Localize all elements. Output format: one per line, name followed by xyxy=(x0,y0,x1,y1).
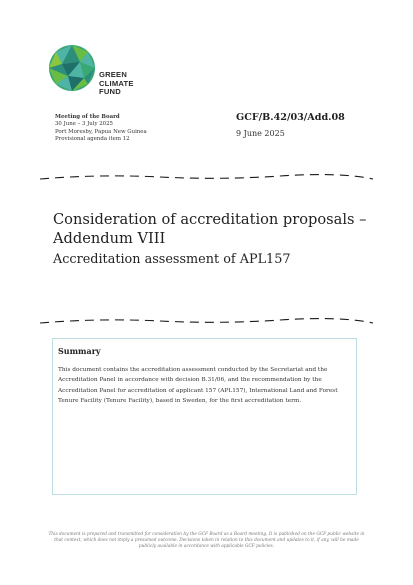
document-date: 9 June 2025 xyxy=(236,129,285,138)
document-title: Consideration of accreditation proposals – Addendum VIII xyxy=(53,211,367,247)
meeting-agenda: Provisional agenda item 12 xyxy=(55,136,130,143)
logo-line-green: GREEN xyxy=(99,70,128,79)
meeting-dates: 30 June – 3 July 2025 xyxy=(55,121,113,128)
meeting-info xyxy=(55,114,147,144)
summary-heading: Summary xyxy=(58,346,101,356)
document-subtitle: Accreditation assessment of APL157 xyxy=(53,252,291,267)
middle-divider xyxy=(40,316,373,326)
meeting-location: Port Moresby, Papua New Guinea xyxy=(55,128,147,135)
logo-line-climate: CLIMATE xyxy=(99,78,134,88)
document-number: GCF/B.42/03/Add.08 xyxy=(236,112,345,123)
summary-box xyxy=(52,338,357,495)
footer-disclaimer: This document is prepared and transmitted for consideration by the GCF Board as a Board meeting. It is published on the GCF public website in that context, which does not imply a presumed outcome. Decisions taken in relation to this document and updates to it, if any, will be made publicly available in accordance with applicable GCF policies. xyxy=(48,532,365,550)
summary-body: This document contains the accreditation assessment conducted by the Secretariat and the Accreditation Panel in accordance with decision B.31/06, and the recommendation by the Accreditation Panel for accreditation of applicant 157 (APL157), International Land and Forest Tenure Facility (Tenure Facility), based in Sweden, for the first accreditation term. xyxy=(58,367,338,404)
logo-wordmark xyxy=(99,71,134,97)
logo-line-fund: FUND xyxy=(99,87,121,97)
top-divider xyxy=(40,172,373,182)
green-climate-fund-globe-icon xyxy=(48,44,96,92)
meeting-title: Meeting of the Board xyxy=(55,114,120,120)
